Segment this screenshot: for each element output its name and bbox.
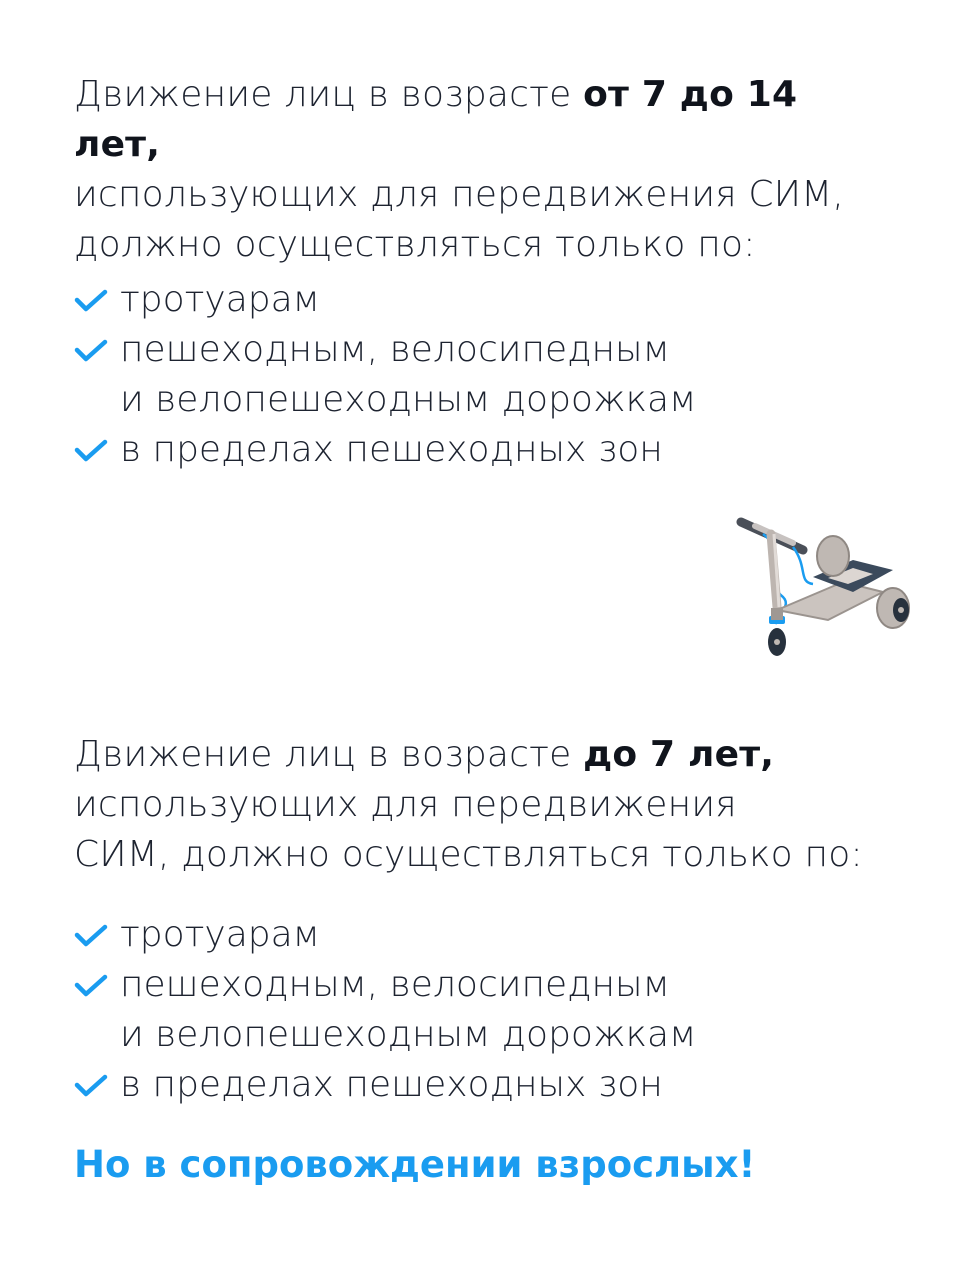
list-item-label-2: и велопешеходным дорожкам <box>120 379 697 420</box>
list-item-label: тротуарам <box>120 279 320 320</box>
check-icon <box>74 439 108 463</box>
list-item-label: тротуарам <box>120 914 320 955</box>
section-intro <box>74 730 894 880</box>
intro-line-2: использующих для передвижения СИМ, <box>74 174 845 215</box>
scooter-icon <box>733 512 913 662</box>
age-range: до 7 лет, <box>583 734 775 775</box>
intro-text: Движение лиц в возрасте <box>74 74 584 115</box>
list-item <box>74 1060 894 1110</box>
list-item-label-2: и велопешеходным дорожкам <box>120 1014 697 1055</box>
intro-text: Движение лиц в возрасте <box>74 734 584 775</box>
allowed-places-list <box>74 910 894 1110</box>
check-icon <box>74 339 108 363</box>
section-age-7-14 <box>74 70 894 470</box>
list-item <box>74 960 894 1060</box>
check-icon <box>74 974 108 998</box>
intro-line-3: должно осуществляться только по: <box>74 224 756 265</box>
list-item <box>74 425 894 475</box>
section-age-under-7 <box>74 730 894 1105</box>
intro-line-3: СИМ, должно осуществляться только по: <box>74 834 863 875</box>
adult-accompaniment-note: Но в сопровождении взрослых! <box>74 1143 756 1186</box>
age-range: от 7 до 14 лет, <box>74 74 798 165</box>
check-icon <box>74 289 108 313</box>
list-item-label: в пределах пешеходных зон <box>120 429 663 470</box>
list-item <box>74 275 894 325</box>
list-item-label: в пределах пешеходных зон <box>120 1064 663 1105</box>
list-item-label: пешеходным, велосипедным <box>120 329 670 370</box>
check-icon <box>74 924 108 948</box>
check-icon <box>74 1074 108 1098</box>
list-item <box>74 325 894 425</box>
list-item-label: пешеходным, велосипедным <box>120 964 670 1005</box>
section-intro <box>74 70 894 270</box>
allowed-places-list <box>74 275 894 475</box>
list-item <box>74 910 894 960</box>
intro-line-2: использующих для передвижения <box>74 784 737 825</box>
